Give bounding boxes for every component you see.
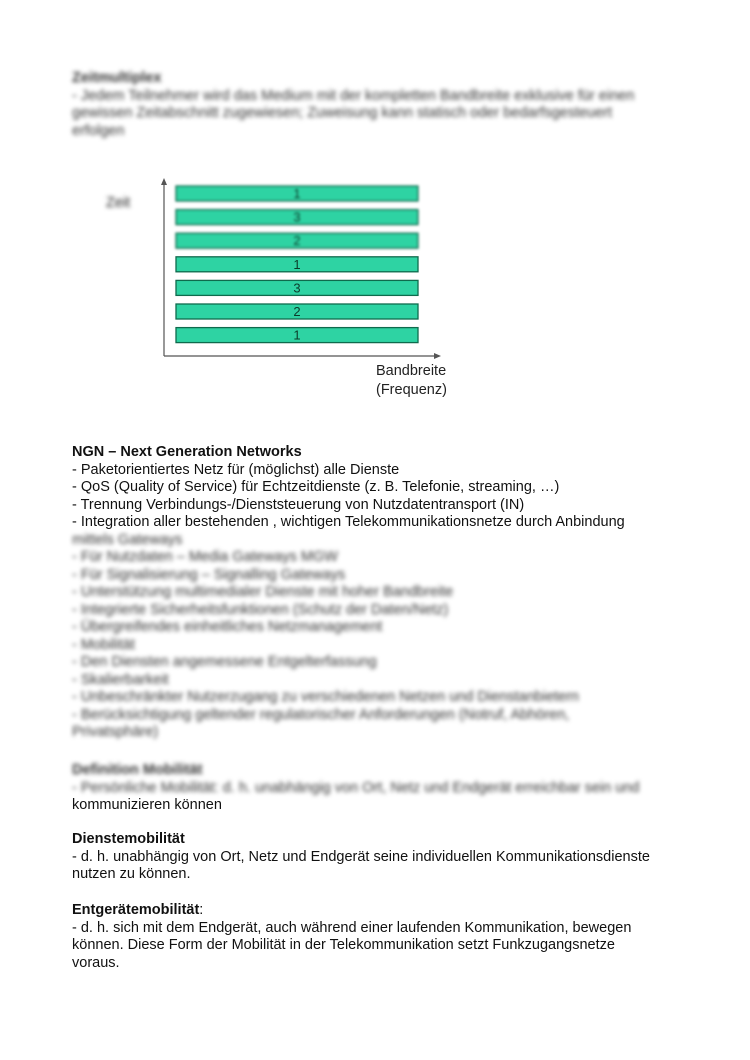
time-slot-label: 2 <box>293 304 301 319</box>
service-mobility-line: - d. h. unabhängig von Ort, Netz und Endgerät seine individuellen Kommunikationsdienste <box>72 848 650 865</box>
device-mobility-section <box>72 902 682 972</box>
x-axis-label-line2: (Frequenz) <box>376 382 447 398</box>
device-mobility-line: voraus. <box>72 954 120 971</box>
device-mobility-line: können. Diese Form der Mobilität in der Telekommunikation setzt Funkzugangsnetze <box>72 937 615 953</box>
mobility-blurred-line: - Persönliche Mobilität: d. h. unabhängig von Ort, Netz und Endgerät erreichbar sein und <box>72 779 640 796</box>
ngn-blurred-list <box>72 532 682 742</box>
time-slot-bar <box>176 280 418 295</box>
tdm-line: - Jedem Teilnehmer wird das Medium mit der kompletten Bandbreite exklusive für einen <box>72 87 635 104</box>
time-slot-bar <box>176 328 418 343</box>
device-mobility-heading-row <box>72 902 682 920</box>
service-mobility-section <box>72 831 682 884</box>
device-mobility-heading-colon: : <box>199 902 204 918</box>
ngn-blurred-line: - Den Diensten angemessene Entgelterfassung <box>72 654 377 670</box>
mobility-section <box>72 762 682 815</box>
ngn-blurred-line: - Integrierte Sicherheitsfunktionen (Schutz der Daten/Netz) <box>72 601 449 618</box>
time-slot-bars <box>176 186 418 343</box>
time-slot-label: 1 <box>293 256 301 272</box>
time-slot-bar <box>176 233 418 248</box>
time-slot-bar <box>176 257 418 272</box>
mobility-heading: Definition Mobilität <box>72 762 203 778</box>
device-mobility-line: - d. h. sich mit dem Endgerät, auch während einer laufenden Kommunikation, bewegen <box>72 919 632 936</box>
ngn-blurred-line: - Berücksichtigung geltender regulatorischer Anforderungen (Notruf, Abhören, <box>72 706 570 723</box>
ngn-line: - Integration aller bestehenden , wichtigen Telekommunikationsnetze durch Anbindung <box>72 514 625 530</box>
mobility-line: kommunizieren können <box>72 797 222 813</box>
tdm-line: gewissen Zeitabschnitt zugewiesen; Zuweisung kann statisch oder bedarfsgesteuert <box>72 105 613 121</box>
ngn-blurred-line: - Skalierbarkeit <box>72 671 169 688</box>
time-slot-bar <box>176 304 418 319</box>
time-slot-label: 1 <box>293 186 301 201</box>
ngn-heading: NGN – Next Generation Networks <box>72 444 302 460</box>
service-mobility-heading: Dienstemobilität <box>72 831 185 847</box>
service-mobility-line: nutzen zu können. <box>72 866 191 882</box>
time-slot-bar <box>176 210 418 225</box>
ngn-blurred-line: - Für Nutzdaten – Media Gateways MGW <box>72 549 338 565</box>
device-mobility-heading: Entgerätemobilität <box>72 902 200 918</box>
tdm-heading: Zeitmultiplex <box>72 70 162 86</box>
tdm-line: erfolgen <box>72 122 125 139</box>
tdm-section <box>72 70 682 140</box>
ngn-blurred-line: - Mobilität <box>72 636 135 653</box>
ngn-line: - QoS (Quality of Service) für Echtzeitdienste (z. B. Telefonie, streaming, …) <box>72 479 560 495</box>
time-slot-label: 3 <box>293 209 301 225</box>
ngn-blurred-line: - Unbeschränkter Nutzerzugang zu verschiedenen Netzen und Dienstanbietern <box>72 689 579 705</box>
ngn-blurred-line: mittels Gateways <box>72 531 183 548</box>
ngn-blurred-line: - Übergreifendes einheitliches Netzmanagement <box>72 619 383 635</box>
ngn-section <box>72 444 682 742</box>
time-slot-bar <box>176 186 418 201</box>
ngn-line: - Paketorientiertes Netz für (möglichst) alle Dienste <box>72 461 400 478</box>
time-slot-label: 1 <box>293 327 301 343</box>
ngn-blurred-line: - Unterstützung multimedialer Dienste mit hoher Bandbreite <box>72 584 454 600</box>
ngn-blurred-line: Privatsphäre) <box>72 724 159 740</box>
x-axis-arrow <box>434 353 441 359</box>
ngn-line: - Trennung Verbindungs-/Dienststeuerung von Nutzdatentransport (IN) <box>72 496 525 513</box>
tdm-diagram <box>90 176 490 406</box>
time-slot-label: 3 <box>293 280 301 296</box>
x-axis-label-line1: Bandbreite <box>376 363 447 379</box>
time-slot-label: 2 <box>293 233 301 249</box>
y-axis-arrow <box>161 178 167 185</box>
ngn-blurred-line: - Für Signalisierung – Signalling Gateways <box>72 566 346 583</box>
y-axis-label: Zeit <box>106 195 131 211</box>
